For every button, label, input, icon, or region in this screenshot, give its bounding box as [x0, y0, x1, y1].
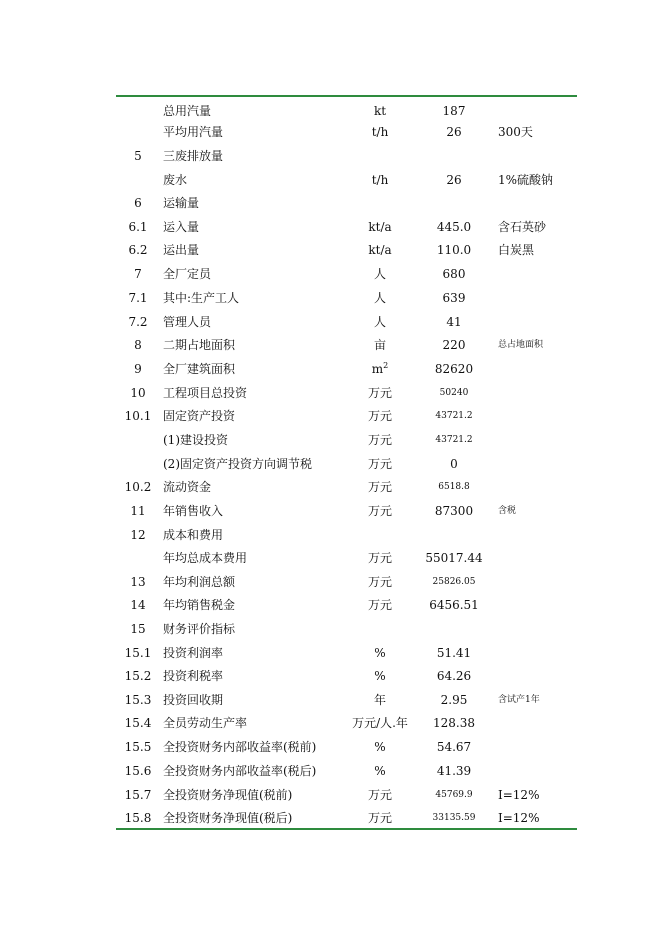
row-number: 6.2	[128, 243, 148, 257]
unit-text: t/h	[371, 125, 389, 139]
unit-text: 万元/人.年	[352, 716, 408, 730]
note-cell: 含试产1年	[498, 695, 540, 705]
item-name: 年销售收入	[163, 504, 224, 518]
item-name: 年均销售税金	[163, 598, 236, 612]
value-cell: 6456.51	[429, 598, 479, 612]
value-cell: 41.39	[436, 764, 472, 778]
row-number: 15.1	[124, 646, 152, 660]
item-name: 管理人员	[163, 315, 212, 329]
value-cell: 445.0	[436, 220, 472, 234]
row-number: 7.2	[128, 315, 148, 329]
value-cell: 25826.05	[432, 577, 476, 587]
unit-text: 万元	[367, 386, 392, 400]
table-row	[116, 807, 577, 830]
row-number: 7	[134, 267, 142, 281]
table-row	[116, 524, 577, 547]
unit-cell	[341, 594, 419, 617]
table-row	[116, 571, 577, 594]
unit-text: 万元	[367, 551, 392, 565]
unit-text: 万元	[367, 480, 392, 494]
value-cell: 54.67	[436, 740, 472, 754]
row-number: 12	[130, 528, 146, 542]
table-row	[116, 334, 577, 357]
unit-cell	[341, 334, 419, 357]
note-cell: 含税	[498, 506, 517, 516]
item-name: 全投资财务内部收益率(税后)	[163, 764, 317, 778]
unit-cell	[341, 712, 419, 735]
item-name: 固定资产投资	[163, 409, 236, 423]
table-row	[116, 594, 577, 617]
unit-text: 万元	[367, 504, 392, 518]
unit-superscript: 2	[383, 361, 389, 370]
item-name: 其中:生产工人	[163, 291, 240, 305]
item-name: 废水	[163, 173, 188, 187]
row-number: 15.8	[124, 811, 152, 825]
value-cell: 0	[450, 457, 458, 471]
table-row	[116, 760, 577, 783]
value-cell: 6518.8	[438, 482, 470, 492]
value-cell: 45769.9	[435, 790, 473, 800]
unit-text: 万元	[367, 598, 392, 612]
value-cell: 680	[442, 267, 466, 281]
item-name: 全投资财务净现值(税前)	[163, 788, 293, 802]
table-top-rule	[116, 95, 577, 97]
row-number: 11	[130, 504, 146, 518]
value-cell: 639	[442, 291, 466, 305]
unit-cell	[341, 476, 419, 499]
row-number: 7.1	[128, 291, 148, 305]
table-row	[116, 358, 577, 381]
unit-text: kt	[373, 104, 387, 118]
table-row	[116, 169, 577, 192]
table-row	[116, 239, 577, 262]
unit-text: kt/a	[368, 220, 392, 234]
unit-cell	[341, 287, 419, 310]
unit-cell	[341, 358, 419, 381]
note-cell: 总占地面积	[498, 340, 544, 350]
row-number: 14	[130, 598, 146, 612]
unit-cell	[341, 169, 419, 192]
row-number: 10	[130, 386, 146, 400]
unit-cell	[341, 500, 419, 523]
table-row	[116, 547, 577, 570]
table-row	[116, 476, 577, 499]
table-row	[116, 287, 577, 310]
unit-cell	[341, 405, 419, 428]
item-name: 全厂建筑面积	[163, 362, 236, 376]
unit-cell	[341, 239, 419, 262]
unit-cell	[341, 547, 419, 570]
unit-cell	[341, 121, 419, 144]
unit-text: 万元	[367, 575, 392, 589]
note-cell: 含石英砂	[498, 220, 547, 234]
item-name: 运输量	[163, 196, 200, 210]
unit-text: 万元	[367, 457, 392, 471]
unit-text: 万元	[367, 409, 392, 423]
table-row	[116, 382, 577, 405]
row-number: 6	[134, 196, 142, 210]
unit-cell	[341, 100, 419, 123]
note-cell: 1%硫酸钠	[498, 173, 554, 187]
unit-cell	[341, 453, 419, 476]
row-number: 15.4	[124, 716, 152, 730]
value-cell: 26	[446, 173, 462, 187]
value-cell: 187	[442, 104, 466, 118]
note-cell: I=12%	[498, 811, 540, 825]
row-number: 15.5	[124, 740, 152, 754]
value-cell: 220	[442, 338, 466, 352]
unit-text: 人	[373, 291, 386, 305]
item-name: 全投资财务净现值(税后)	[163, 811, 293, 825]
unit-text: %	[374, 740, 386, 754]
table-row	[116, 665, 577, 688]
table-row	[116, 121, 577, 144]
item-name: 总用汽量	[163, 104, 212, 118]
table-row	[116, 429, 577, 452]
unit-cell	[341, 263, 419, 286]
table-bottom-rule	[116, 828, 577, 830]
row-number: 13	[130, 575, 146, 589]
row-number: 6.1	[128, 220, 148, 234]
item-name: (2)固定资产投资方向调节税	[163, 457, 312, 471]
unit-text: 人	[373, 267, 386, 281]
row-number: 15.7	[124, 788, 152, 802]
table-row	[116, 216, 577, 239]
table-row	[116, 618, 577, 641]
item-name: 年均利润总额	[163, 575, 236, 589]
value-cell: 43721.2	[435, 411, 473, 421]
note-cell: 300天	[498, 125, 533, 139]
item-name: 全投资财务内部收益率(税前)	[163, 740, 317, 754]
value-cell: 43721.2	[435, 435, 473, 445]
unit-text: t/h	[371, 173, 389, 187]
item-name: (1)建设投资	[163, 433, 228, 447]
row-number: 15	[130, 622, 146, 636]
table-row	[116, 784, 577, 807]
table-row	[116, 192, 577, 215]
unit-text: 亩	[373, 338, 386, 352]
row-number: 10.1	[124, 409, 152, 423]
unit-text: 年	[373, 693, 386, 707]
unit-text: %	[374, 669, 386, 683]
row-number: 10.2	[124, 480, 152, 494]
value-cell: 51.41	[436, 646, 472, 660]
table-row	[116, 712, 577, 735]
item-name: 二期占地面积	[163, 338, 236, 352]
item-name: 投资利税率	[163, 669, 224, 683]
table-row	[116, 311, 577, 334]
table-row	[116, 689, 577, 712]
unit-cell	[341, 311, 419, 334]
note-cell: 白炭黑	[498, 243, 535, 257]
unit-text: 万元	[367, 811, 392, 825]
table-row	[116, 500, 577, 523]
table-row	[116, 263, 577, 286]
value-cell: 50240	[439, 388, 469, 398]
value-cell: 87300	[434, 504, 474, 518]
value-cell: 26	[446, 125, 462, 139]
unit-text: 人	[373, 315, 386, 329]
value-cell: 2.95	[440, 693, 468, 707]
item-name: 平均用汽量	[163, 125, 224, 139]
row-number: 15.3	[124, 693, 152, 707]
item-name: 全员劳动生产率	[163, 716, 248, 730]
table-row	[116, 736, 577, 759]
item-name: 流动资金	[163, 480, 212, 494]
unit-cell	[341, 760, 419, 783]
item-name: 投资回收期	[163, 693, 224, 707]
unit-text: %	[374, 646, 386, 660]
unit-cell	[341, 689, 419, 712]
note-cell: I=12%	[498, 788, 540, 802]
row-number: 9	[134, 362, 142, 376]
row-number: 5	[134, 149, 142, 163]
value-cell: 33135.59	[432, 813, 476, 823]
value-cell: 64.26	[436, 669, 472, 683]
value-cell: 110.0	[436, 243, 472, 257]
unit-text: kt/a	[368, 243, 392, 257]
table-row	[116, 453, 577, 476]
unit-cell	[341, 807, 419, 830]
unit-text: 万元	[367, 788, 392, 802]
item-name: 年均总成本费用	[163, 551, 248, 565]
unit-text: m	[371, 362, 384, 376]
row-number: 15.2	[124, 669, 152, 683]
value-cell: 41	[446, 315, 462, 329]
unit-cell	[341, 784, 419, 807]
row-number: 8	[134, 338, 142, 352]
value-cell: 128.38	[433, 716, 475, 730]
unit-cell	[341, 665, 419, 688]
unit-cell	[341, 382, 419, 405]
unit-cell	[341, 736, 419, 759]
item-name: 投资利润率	[163, 646, 224, 660]
item-name: 财务评价指标	[163, 622, 236, 636]
table-row	[116, 145, 577, 168]
unit-cell	[341, 429, 419, 452]
item-name: 三废排放量	[163, 149, 224, 163]
table-row	[116, 642, 577, 665]
unit-cell	[341, 571, 419, 594]
item-name: 全厂定员	[163, 267, 212, 281]
value-cell: 55017.44	[425, 551, 483, 565]
item-name: 运入量	[163, 220, 200, 234]
table-row	[116, 100, 577, 123]
unit-text: 万元	[367, 433, 392, 447]
row-number: 15.6	[124, 764, 152, 778]
item-name: 工程项目总投资	[163, 386, 248, 400]
value-cell: 82620	[434, 362, 474, 376]
table-row	[116, 405, 577, 428]
item-name: 成本和费用	[163, 528, 224, 542]
unit-cell	[341, 642, 419, 665]
unit-cell	[341, 216, 419, 239]
item-name: 运出量	[163, 243, 200, 257]
unit-text: %	[374, 764, 386, 778]
